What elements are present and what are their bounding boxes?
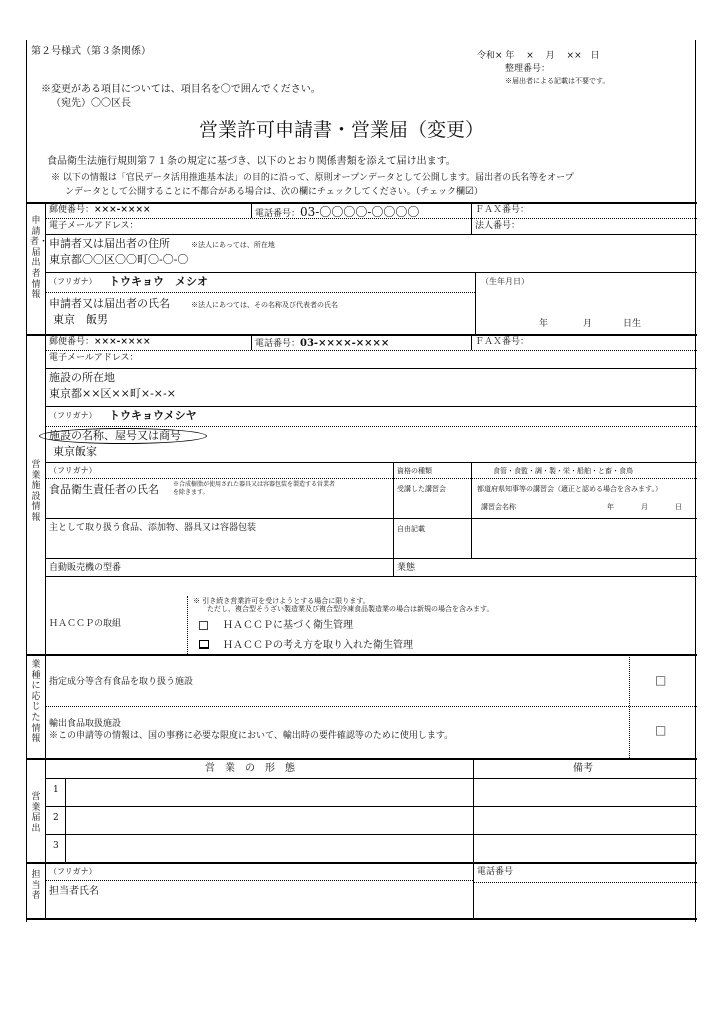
seiri-note: ※届出者による記載は不要です。 bbox=[505, 77, 610, 85]
course-note: 都道府県知事等の講習会（適正と認める場合を含みます。） bbox=[477, 485, 662, 493]
form-number: 第２号様式（第３条関係） bbox=[31, 46, 151, 57]
applicant-furigana-value: トウキョウ メシオ bbox=[109, 275, 208, 288]
page-title: 営業許可申請書・営業届（変更） bbox=[199, 119, 485, 141]
open-data-note-1: ※ 以下の情報は「官民データ活用推進基本法」の目的に沿って、原則オープンデータとして公開します。届出者の氏名等をオープ bbox=[51, 173, 574, 183]
haccp-option-1-checkbox[interactable] bbox=[199, 621, 208, 630]
facility-furigana-label: （フリガナ） bbox=[49, 411, 97, 420]
applicant-address-value: 東京都〇〇区〇〇町〇-〇-〇 bbox=[49, 253, 189, 266]
applicant-postal: 郵便番号：×××-×××× bbox=[49, 205, 151, 215]
applicant-email-label: 電子メールアドレス： bbox=[49, 221, 139, 231]
manager-name-label: 食品衛生責任者の氏名 bbox=[49, 483, 159, 496]
haccp-option-1-label: ＨＡＣＣＰに基づく衛生管理 bbox=[223, 620, 353, 631]
applicant-name-value: 東京 飯男 bbox=[53, 313, 108, 326]
qualification-options: 食管・食監・調・製・栄・船舶・と畜・食鳥 bbox=[493, 467, 633, 475]
main-items-label: 主として取り扱う食品、添加物、器具又は容器包装 bbox=[49, 523, 257, 533]
business-form-header: 営 業 の 形 態 bbox=[205, 763, 295, 774]
manager-note-1: ※合成樹脂が使用された器具又は容器包装を製造する営業者 bbox=[173, 481, 336, 488]
open-data-checkbox[interactable]: ☑ bbox=[464, 186, 474, 197]
facility-name-value: 東京飯家 bbox=[53, 445, 97, 458]
vending-label: 自動販売機の型番 bbox=[49, 563, 122, 573]
notice-row-2: 2 bbox=[53, 813, 59, 823]
facility-fax-label: ＦＡＸ番号： bbox=[475, 337, 530, 347]
applicant-birth-label: （生年月日） bbox=[481, 277, 529, 286]
contact-phone-label: 電話番号 bbox=[477, 867, 514, 877]
course-label: 受講した講習会 bbox=[397, 485, 446, 493]
facility-location-value: 東京都××区××町×-×-× bbox=[49, 387, 176, 400]
facility-phone: 電話番号：03-××××-×××× bbox=[255, 338, 390, 349]
industry-side-label: 業種に応じた情報 bbox=[31, 660, 41, 745]
facility-postal: 郵便番号：×××-×××× bbox=[49, 337, 151, 347]
industry-item-1-label: 指定成分等含有食品を取り扱う施設 bbox=[49, 677, 194, 687]
facility-location-label: 施設の所在地 bbox=[49, 371, 115, 384]
notice-side-label: 営業届出 bbox=[31, 792, 41, 834]
remarks-header: 備考 bbox=[573, 763, 593, 774]
seiri-label: 整理番号： bbox=[505, 64, 551, 74]
date-line: 令和× 年 × 月 ×× 日 bbox=[477, 51, 600, 61]
haccp-note-2: ただし、複合型そうざい製造業及び複合型冷凍食品製造業の場合は新規の場合を含みます。 bbox=[207, 605, 494, 613]
facility-name-label: 施設の名称、屋号又は商号 bbox=[49, 429, 181, 442]
notice-row-3: 3 bbox=[53, 841, 59, 851]
applicant-fax-label: ＦＡＸ番号： bbox=[475, 205, 530, 215]
haccp-option-2-checkbox[interactable] bbox=[199, 640, 209, 649]
haccp-label: ＨＡＣＣＰの取組 bbox=[49, 619, 122, 629]
haccp-note-1: ※ 引き続き営業許可を受けようとする場合に限ります。 bbox=[193, 597, 370, 605]
applicant-corp-label: 法人番号： bbox=[475, 221, 521, 231]
contact-furigana-label: （フリガナ） bbox=[49, 867, 97, 876]
course-name-label: 講習会名称 bbox=[481, 503, 516, 511]
manager-note-2: を除きます。 bbox=[173, 489, 209, 496]
free-entry-label: 自由記載 bbox=[397, 525, 425, 533]
contact-side-label: 担当者 bbox=[31, 870, 41, 902]
industry-item-2-note: ※この申請等の情報は、国の事務に必要な限度において、輸出時の要件確認等のために使用します。 bbox=[49, 731, 454, 741]
change-note: ※変更がある項目については、項目名を〇で囲んでください。 bbox=[41, 84, 321, 95]
qualification-label: 資格の種類 bbox=[397, 467, 432, 475]
form-page: 第２号様式（第３条関係） 令和× 年 × 月 ×× 日 整理番号： ※届出者による記載は不要です。 ※変更がある項目については、項目名を〇で囲んでください。 （宛先）〇〇区長 営業許可申請書・営業届（変更） 食品衛生法施行規則第７１条の規定に基づき、以下のとおり関係書類を添えて届け出ます。 ※ 以下の情報は「官民データ活用推進基本法」の目的に沿って、原則オープンデータとして公開します。届出者の氏名等をオープ ンデータとして公開することに不都合がある場合は、次の欄にチェックしてください。（チェック欄☑） 申請者・届出者情報 郵便番号：×××-×××× 電話番号：03-〇〇〇〇-〇〇〇〇 ＦＡＸ番号： 電子メールアドレス： 法人番号： 申請者又は届出者の住所 ※法人にあっては、所在地 東京都〇〇区〇〇町〇-〇-〇 （フリガナ） トウキョウ メシオ （生年月日） 申請者又は届出者の氏名 ※法人にあつては、その名称及び代表者の氏名 東京 飯男 年 月 日生 営業施設情報 郵便番号：×××-×××× 電話番号：03-××××-×××× ＦＡＸ番号： 電子メールアドレス： 施設の所在地 東京都××区××町×-×-× （フリガナ） トウキョウメシヤ 施設の名称、屋号又は商号 東京飯家 （フリガナ） 資格の種類 食管・食監・調・製・栄・船舶・と畜・食鳥 食品衛生責任者の氏名 ※合成樹脂が使用された器具又は容器包装を製造する営業者 を除きます。 受講した講習会 都道府県知事等の講習会（適正と認める場合を含みます。） 講習会名称 年 月 日 主として取り扱う食品、添加物、器具又は容器包装 自由記載 自動販売機の型番 業態 ＨＡＣＣＰの取組 ※ 引き続き営業許可を受けようとする場合に限ります。 ただし、複合型そうざい製造業及び複合型冷凍食品製造業の場合は新規の場合を含みます。 ＨＡＣＣＰに基づく衛生管理 ＨＡＣＣＰの考え方を取り入れた衛生管理 業種に応じた情報 指定成分等含有食品を取り扱う施設 □ 輸出食品取扱施設 ※この申請等の情報は、国の事務に必要な限度において、輸出時の要件確認等のために使用します。 □ 営業届出 営 業 の 形 態 備考 1 2 3 担当者 （フリガナ） 電話番号 担当者氏名 bbox=[26, 40, 696, 922]
business-type-label: 業態 bbox=[397, 563, 416, 573]
addressee: （宛先）〇〇区長 bbox=[51, 98, 131, 109]
applicant-phone: 電話番号：03-〇〇〇〇-〇〇〇〇 bbox=[255, 205, 420, 219]
intro-text: 食品衛生法施行規則第７１条の規定に基づき、以下のとおり関係書類を添えて届け出ます。 bbox=[47, 156, 456, 167]
notice-row-1: 1 bbox=[53, 785, 59, 795]
open-data-note-2: ンデータとして公開することに不都合がある場合は、次の欄にチェックしてください。（チェック欄☑） bbox=[65, 186, 483, 197]
industry-item-2-label: 輸出食品取扱施設 bbox=[49, 719, 122, 729]
applicant-address-label: 申請者又は届出者の住所 bbox=[49, 237, 170, 250]
applicant-side-label: 申請者・届出者情報 bbox=[30, 216, 49, 301]
industry-item-1-checkbox[interactable]: □ bbox=[655, 673, 667, 687]
applicant-name-note: ※法人にあつては、その名称及び代表者の氏名 bbox=[191, 301, 338, 309]
applicant-address-note: ※法人にあっては、所在地 bbox=[191, 241, 275, 249]
contact-name-label: 担当者氏名 bbox=[49, 886, 99, 897]
applicant-name-label: 申請者又は届出者の氏名 bbox=[49, 297, 170, 310]
manager-furigana-label: （フリガナ） bbox=[49, 466, 97, 475]
applicant-furigana-label: （フリガナ） bbox=[49, 277, 97, 286]
facility-side-label: 営業施設情報 bbox=[31, 460, 41, 524]
facility-email-label: 電子メールアドレス： bbox=[49, 353, 139, 363]
industry-item-2-checkbox[interactable]: □ bbox=[655, 723, 667, 737]
facility-furigana-value: トウキョウメシヤ bbox=[109, 409, 197, 422]
haccp-option-2-label: ＨＡＣＣＰの考え方を取り入れた衛生管理 bbox=[223, 640, 413, 651]
